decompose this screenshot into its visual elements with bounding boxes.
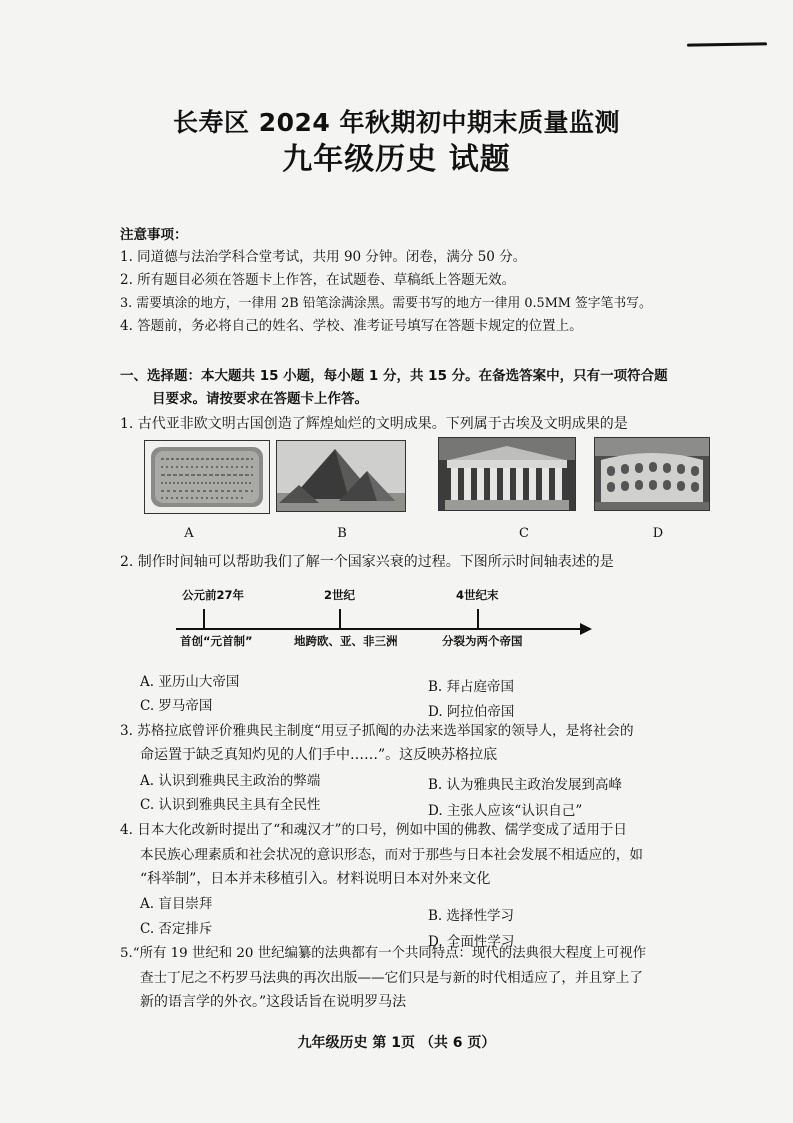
q5-stem-line1: 5.“所有 19 世纪和 20 世纪编纂的法典都有一个共同特点：现代的法典很大程度上可视作 <box>120 946 647 961</box>
section1-heading-line2: 目要求。请按要求在答题卡上作答。 <box>152 391 368 407</box>
timeline-top-label-1: 公元前27年 <box>182 588 245 602</box>
section1-heading-line1: 一、选择题：本大题共 15 小题，每小题 1 分，共 15 分。在备选答案中，只有一项符合题 <box>120 368 668 384</box>
q1-option-label-c: C <box>519 526 529 541</box>
q3-stem-line1: 3. 苏格拉底曾评价雅典民主制度“用豆子抓阄的办法来选举国家的领导人，是将社会的 <box>120 723 634 739</box>
q2-stem: 2. 制作时间轴可以帮助我们了解一个国家兴衰的过程。下图所示时间轴表述的是 <box>120 554 614 570</box>
q2-option-d: D. 阿拉伯帝国 <box>428 704 515 720</box>
timeline-bottom-label-1: 首创“元首制” <box>180 634 253 648</box>
q5-stem-line3: 新的语言学的外衣。”这段话旨在说明罗马法 <box>140 994 407 1010</box>
q4-stem-line1: 4. 日本大化改新时提出了“和魂汉才”的口号，例如中国的佛教、儒学变成了适用于日 <box>120 822 627 838</box>
colosseum-photo <box>594 437 710 511</box>
exam-title-line2: 九年级历史 试题 <box>282 142 511 177</box>
corner-mark <box>687 42 767 46</box>
q3-stem-line2: 命运置于缺乏真知灼见的人们手中……”。这反映苏格拉底 <box>140 747 498 763</box>
q2-option-b: B. 拜占庭帝国 <box>428 679 515 695</box>
q5-stem-line2: 查士丁尼之不朽罗马法典的再次出版——它们只是与新的时代相适应了，并且穿上了 <box>140 970 643 986</box>
notice-item-1: 1. 同道德与法治学科合堂考试，共用 90 分钟。闭卷，满分 50 分。 <box>120 249 527 265</box>
q2-option-a: A. 亚历山大帝国 <box>140 674 240 690</box>
q4-option-b: B. 选择性学习 <box>428 908 515 924</box>
q2-option-c: C. 罗马帝国 <box>140 698 213 714</box>
q4-stem-line2: 本民族心理素质和社会状况的意识形态，而对于那些与日本社会发展不相适应的，如 <box>140 847 643 863</box>
parthenon-photo <box>438 437 576 511</box>
notice-item-3: 3. 需要填涂的地方，一律用 2B 铅笔涂满涂黑。需要书写的地方一律用 0.5MM 签字笔书写。 <box>120 296 652 311</box>
notice-item-2: 2. 所有题目必须在答题卡上作答，在试题卷、草稿纸上答题无效。 <box>120 272 516 288</box>
q1-option-label-b: B <box>337 526 347 541</box>
pyramids-photo <box>276 440 406 512</box>
q1-stem: 1. 古代亚非欧文明古国创造了辉煌灿烂的文明成果。下列属于古埃及文明成果的是 <box>120 416 628 432</box>
cuneiform-tablet-photo <box>144 440 270 514</box>
notice-item-4: 4. 答题前，务必将自己的姓名、学校、准考证号填写在答题卡规定的位置上。 <box>120 318 583 334</box>
q3-option-a: A. 认识到雅典民主政治的弊端 <box>140 773 321 789</box>
q3-option-d: D. 主张人应该“认识自己” <box>428 803 583 819</box>
exam-title-line1: 长寿区 2024 年秋期初中期末质量监测 <box>173 108 620 137</box>
q4-stem-line3: “科举制”，日本并未移植引入。材料说明日本对外来文化 <box>140 871 491 887</box>
q1-option-label-a: A <box>184 526 194 541</box>
q3-option-b: B. 认为雅典民主政治发展到高峰 <box>428 777 623 793</box>
timeline-top-label-3: 4世纪末 <box>456 588 499 602</box>
q4-option-a: A. 盲目崇拜 <box>140 896 213 912</box>
timeline-top-label-2: 2世纪 <box>324 588 356 602</box>
q4-option-d: D. 全面性学习 <box>428 934 515 950</box>
q1-option-label-d: D <box>652 526 664 541</box>
page-footer: 九年级历史 第 1页 （共 6 页） <box>297 1035 496 1051</box>
timeline-bottom-label-2: 地跨欧、亚、非三洲 <box>294 634 398 648</box>
q4-option-c: C. 否定排斥 <box>140 921 213 937</box>
notice-heading: 注意事项： <box>120 227 188 243</box>
timeline-diagram <box>176 585 596 655</box>
q3-option-c: C. 认识到雅典民主具有全民性 <box>140 797 321 813</box>
timeline-bottom-label-3: 分裂为两个帝国 <box>442 634 523 648</box>
